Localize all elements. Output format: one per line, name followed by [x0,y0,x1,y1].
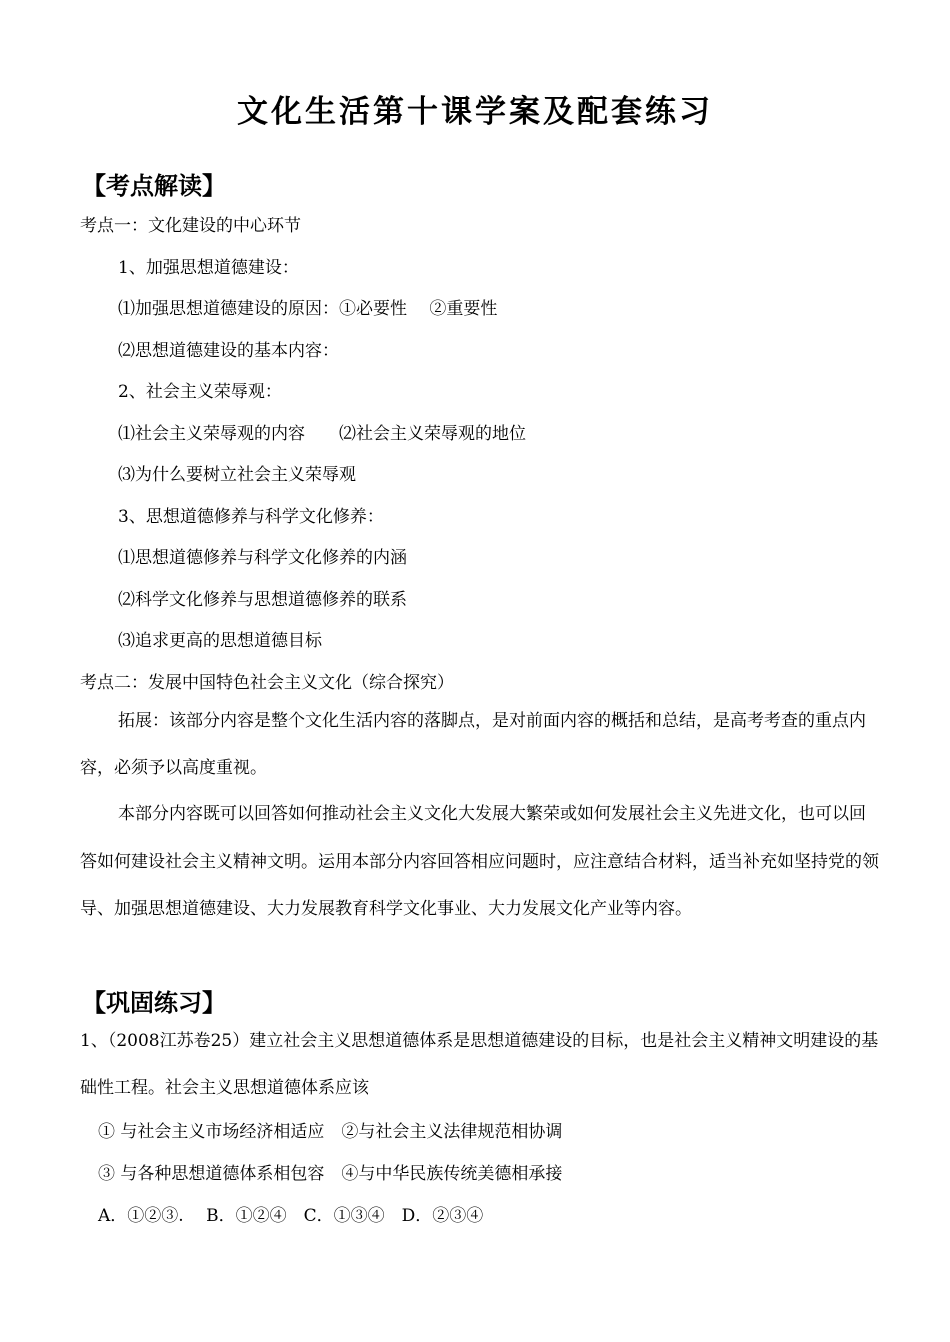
point1-item: ⑵科学文化修养与思想道德修养的联系 [118,590,407,610]
point1-item: 1、加强思想道德建设： [118,258,299,278]
point2-paragraph-extension: 拓展：该部分内容是整个文化生活内容的落脚点，是对前面内容的概括和总结，是高考考查的重点内容，必须予以高度重视。 [80,711,866,778]
question1-choices: A．①②③. B．①②④ C．①③④ D．②③④ [98,1206,484,1226]
point2-heading: 考点二：发展中国特色社会主义文化（综合探究） [80,673,454,693]
point1-item: ⑶追求更高的思想道德目标 [118,631,322,651]
point1-item: ⑴思想道德修养与科学文化修养的内涵 [118,548,407,568]
section-heading-practice: 【巩固练习】 [82,989,226,1017]
question1-options-line: ③ 与各种思想道德体系相包容 ④与中华民族传统美德相承接 [98,1164,563,1184]
point2-paragraph-content: 本部分内容既可以回答如何推动社会主义文化大发展大繁荣或如何发展社会主义先进文化，也可以回答如何建设社会主义精神文明。运用本部分内容回答相应问题时，应注意结合材料，适当补充如坚持党的领导、加强思想道德建设、大力发展教育科学文化事业、大力发展文化产业等内容。 [80,804,879,919]
document-title: 文化生活第十课学案及配套练习 [237,94,713,130]
question1-options-line: ① 与社会主义市场经济相适应 ②与社会主义法律规范相协调 [98,1122,563,1142]
point1-item: ⑶为什么要树立社会主义荣辱观 [118,465,356,485]
point1-item: ⑴社会主义荣辱观的内容 ⑵社会主义荣辱观的地位 [118,424,526,444]
question1-stem: 1、（2008江苏卷25）建立社会主义思想道德体系是思想道德建设的目标，也是社会主义精神文明建设的基础性工程。社会主义思想道德体系应该 [80,1031,879,1098]
point1-item: 2、社会主义荣辱观： [118,382,282,402]
point1-heading: 考点一：文化建设的中心环节 [80,216,301,236]
point1-item: 3、思想道德修养与科学文化修养： [118,507,384,527]
section-heading-exam-points: 【考点解读】 [82,172,226,200]
point1-item: ⑴加强思想道德建设的原因：①必要性 ②重要性 [118,299,498,319]
point1-item: ⑵思想道德建设的基本内容： [118,341,339,361]
